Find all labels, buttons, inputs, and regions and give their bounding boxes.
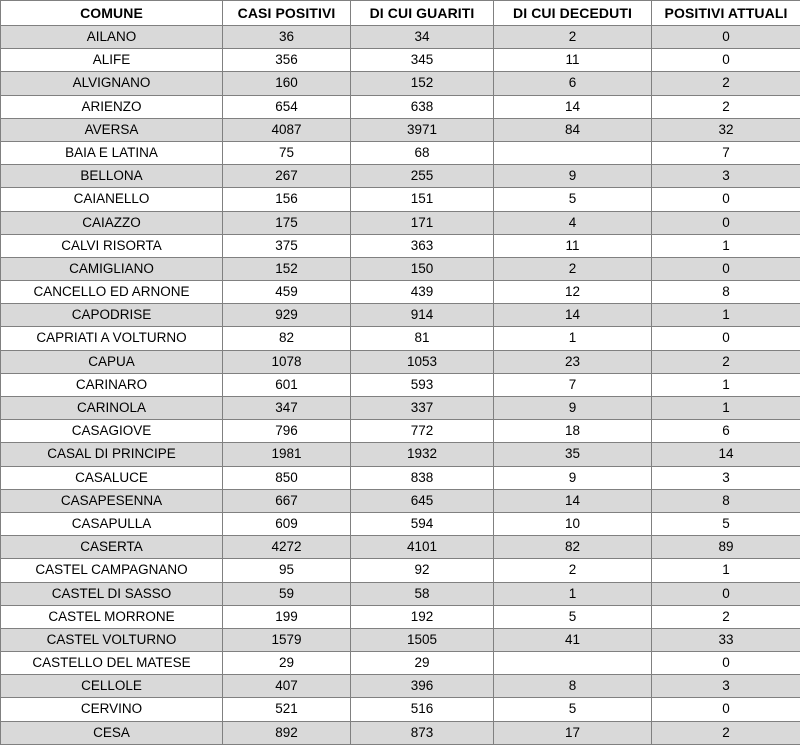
- cell-value: 1: [494, 582, 652, 605]
- table-row: [1, 536, 800, 559]
- cell-value: 14: [494, 489, 652, 512]
- table-row: [1, 95, 800, 118]
- cell-value: 14: [494, 304, 652, 327]
- cell-value: 3: [652, 675, 800, 698]
- table-row: [1, 188, 800, 211]
- cell-value: [494, 141, 652, 164]
- cell-value: 68: [351, 141, 494, 164]
- cell-value: 0: [652, 257, 800, 280]
- cell-comune: CESA: [1, 721, 223, 744]
- table-row: [1, 257, 800, 280]
- column-header-di-cui-guariti: DI CUI GUARITI: [351, 1, 494, 26]
- cell-value: 407: [223, 675, 351, 698]
- cell-value: 1505: [351, 628, 494, 651]
- table-row: [1, 49, 800, 72]
- cell-value: 892: [223, 721, 351, 744]
- cell-value: 439: [351, 281, 494, 304]
- cell-value: 459: [223, 281, 351, 304]
- cell-comune: CELLOLE: [1, 675, 223, 698]
- table-row: [1, 234, 800, 257]
- cell-value: 9: [494, 165, 652, 188]
- cell-value: 0: [652, 327, 800, 350]
- cell-value: 3: [652, 165, 800, 188]
- cell-comune: CASALUCE: [1, 466, 223, 489]
- cell-comune: CAIANELLO: [1, 188, 223, 211]
- cell-value: 34: [351, 26, 494, 49]
- table-row: [1, 141, 800, 164]
- table-row: [1, 281, 800, 304]
- cell-value: 4272: [223, 536, 351, 559]
- table-row: [1, 605, 800, 628]
- cell-value: 17: [494, 721, 652, 744]
- cell-value: 363: [351, 234, 494, 257]
- table-row: [1, 489, 800, 512]
- table-row: [1, 721, 800, 744]
- table-row: [1, 350, 800, 373]
- cell-value: 0: [652, 211, 800, 234]
- table-row: [1, 443, 800, 466]
- cell-value: 3: [652, 466, 800, 489]
- cell-value: 5: [494, 605, 652, 628]
- cell-value: 796: [223, 420, 351, 443]
- cell-value: 0: [652, 49, 800, 72]
- cell-value: 593: [351, 373, 494, 396]
- cell-comune: CASAL DI PRINCIPE: [1, 443, 223, 466]
- cell-value: 1: [652, 559, 800, 582]
- cell-value: 29: [223, 652, 351, 675]
- table-row: [1, 373, 800, 396]
- cell-value: 1: [652, 234, 800, 257]
- cell-comune: AVERSA: [1, 118, 223, 141]
- cell-value: 175: [223, 211, 351, 234]
- cell-value: 36: [223, 26, 351, 49]
- table-row: [1, 304, 800, 327]
- cell-value: 32: [652, 118, 800, 141]
- cell-value: 14: [494, 95, 652, 118]
- table-row: [1, 675, 800, 698]
- cell-value: 2: [652, 605, 800, 628]
- cell-value: 638: [351, 95, 494, 118]
- cell-value: 356: [223, 49, 351, 72]
- cell-value: 160: [223, 72, 351, 95]
- cell-value: 156: [223, 188, 351, 211]
- cell-value: 345: [351, 49, 494, 72]
- column-header-casi-positivi: CASI POSITIVI: [223, 1, 351, 26]
- cell-value: 95: [223, 559, 351, 582]
- table-row: [1, 327, 800, 350]
- cell-value: 23: [494, 350, 652, 373]
- table-row: [1, 118, 800, 141]
- cell-value: 645: [351, 489, 494, 512]
- cell-value: 1: [652, 373, 800, 396]
- cell-value: 601: [223, 373, 351, 396]
- table-header: [1, 1, 800, 26]
- cell-value: 150: [351, 257, 494, 280]
- cell-value: 1579: [223, 628, 351, 651]
- table-row: [1, 466, 800, 489]
- table-row: [1, 26, 800, 49]
- cell-value: 1981: [223, 443, 351, 466]
- cell-value: 82: [494, 536, 652, 559]
- cell-value: 2: [652, 721, 800, 744]
- table-body: [1, 26, 800, 745]
- cell-value: 0: [652, 582, 800, 605]
- cell-value: 267: [223, 165, 351, 188]
- cell-comune: CASAGIOVE: [1, 420, 223, 443]
- cell-value: 2: [494, 559, 652, 582]
- cell-value: 2: [494, 26, 652, 49]
- cell-comune: CASTEL VOLTURNO: [1, 628, 223, 651]
- cell-value: 59: [223, 582, 351, 605]
- table-row: [1, 397, 800, 420]
- cell-value: 8: [494, 675, 652, 698]
- cell-value: 654: [223, 95, 351, 118]
- cell-comune: ALVIGNANO: [1, 72, 223, 95]
- table-row: [1, 628, 800, 651]
- cell-value: 0: [652, 698, 800, 721]
- cell-comune: CASAPESENNA: [1, 489, 223, 512]
- table-header-row: [1, 1, 800, 26]
- cell-comune: ALIFE: [1, 49, 223, 72]
- cell-value: 347: [223, 397, 351, 420]
- cell-value: 1: [494, 327, 652, 350]
- cell-value: 192: [351, 605, 494, 628]
- cell-value: 199: [223, 605, 351, 628]
- cell-value: 873: [351, 721, 494, 744]
- cell-value: 18: [494, 420, 652, 443]
- table-row: [1, 582, 800, 605]
- cell-value: 10: [494, 512, 652, 535]
- column-header-di-cui-deceduti: DI CUI DECEDUTI: [494, 1, 652, 26]
- cell-value: 82: [223, 327, 351, 350]
- cell-value: 2: [652, 95, 800, 118]
- cell-comune: CALVI RISORTA: [1, 234, 223, 257]
- table-row: [1, 165, 800, 188]
- cell-value: 81: [351, 327, 494, 350]
- column-header-comune: COMUNE: [1, 1, 223, 26]
- cell-value: 92: [351, 559, 494, 582]
- cell-value: 6: [652, 420, 800, 443]
- cell-value: 2: [652, 350, 800, 373]
- cell-value: 1078: [223, 350, 351, 373]
- cell-value: 375: [223, 234, 351, 257]
- cell-comune: CAPUA: [1, 350, 223, 373]
- cell-value: 12: [494, 281, 652, 304]
- cell-value: 914: [351, 304, 494, 327]
- table-row: [1, 211, 800, 234]
- cell-comune: ARIENZO: [1, 95, 223, 118]
- cell-value: 4: [494, 211, 652, 234]
- cell-value: 4087: [223, 118, 351, 141]
- cell-value: 7: [494, 373, 652, 396]
- cell-comune: CERVINO: [1, 698, 223, 721]
- cell-value: 1053: [351, 350, 494, 373]
- table-row: [1, 72, 800, 95]
- cell-value: 1932: [351, 443, 494, 466]
- cell-value: 396: [351, 675, 494, 698]
- cell-value: 152: [351, 72, 494, 95]
- cell-comune: CAPRIATI A VOLTURNO: [1, 327, 223, 350]
- cell-value: 84: [494, 118, 652, 141]
- cell-comune: BELLONA: [1, 165, 223, 188]
- cell-value: 667: [223, 489, 351, 512]
- cell-value: 152: [223, 257, 351, 280]
- cell-value: 14: [652, 443, 800, 466]
- cell-value: 2: [494, 257, 652, 280]
- cell-comune: CAMIGLIANO: [1, 257, 223, 280]
- table-row: [1, 698, 800, 721]
- cell-value: 516: [351, 698, 494, 721]
- cell-value: 255: [351, 165, 494, 188]
- cell-value: 171: [351, 211, 494, 234]
- cell-comune: CARINOLA: [1, 397, 223, 420]
- cell-value: 8: [652, 281, 800, 304]
- cell-comune: AILANO: [1, 26, 223, 49]
- cell-value: 772: [351, 420, 494, 443]
- cell-value: 929: [223, 304, 351, 327]
- cell-comune: CASTEL CAMPAGNANO: [1, 559, 223, 582]
- cell-comune: CASTEL DI SASSO: [1, 582, 223, 605]
- cell-value: 850: [223, 466, 351, 489]
- cell-comune: CASERTA: [1, 536, 223, 559]
- table-row: [1, 559, 800, 582]
- cell-value: 5: [652, 512, 800, 535]
- cell-value: 594: [351, 512, 494, 535]
- cell-value: 521: [223, 698, 351, 721]
- cell-value: 337: [351, 397, 494, 420]
- column-header-positivi-attuali: POSITIVI ATTUALI: [652, 1, 800, 26]
- cell-comune: CAIAZZO: [1, 211, 223, 234]
- cell-value: 41: [494, 628, 652, 651]
- cell-value: 2: [652, 72, 800, 95]
- cell-value: 7: [652, 141, 800, 164]
- cell-value: 6: [494, 72, 652, 95]
- cell-value: 11: [494, 49, 652, 72]
- cell-value: 89: [652, 536, 800, 559]
- cell-value: 838: [351, 466, 494, 489]
- cell-value: 0: [652, 26, 800, 49]
- cell-value: 151: [351, 188, 494, 211]
- cell-comune: BAIA E LATINA: [1, 141, 223, 164]
- cell-value: 4101: [351, 536, 494, 559]
- cell-value: 0: [652, 188, 800, 211]
- cell-value: 11: [494, 234, 652, 257]
- cell-value: 609: [223, 512, 351, 535]
- cell-comune: CASAPULLA: [1, 512, 223, 535]
- cell-value: 75: [223, 141, 351, 164]
- cell-value: 3971: [351, 118, 494, 141]
- cell-comune: CASTELLO DEL MATESE: [1, 652, 223, 675]
- table-row: [1, 652, 800, 675]
- cell-value: 33: [652, 628, 800, 651]
- cell-value: 29: [351, 652, 494, 675]
- cell-value: 9: [494, 466, 652, 489]
- cell-value: 58: [351, 582, 494, 605]
- cell-value: 0: [652, 652, 800, 675]
- cell-value: 1: [652, 304, 800, 327]
- cell-value: 8: [652, 489, 800, 512]
- table-row: [1, 512, 800, 535]
- cell-comune: CASTEL MORRONE: [1, 605, 223, 628]
- table-row: [1, 420, 800, 443]
- cell-comune: CANCELLO ED ARNONE: [1, 281, 223, 304]
- cell-comune: CARINARO: [1, 373, 223, 396]
- cell-value: 5: [494, 188, 652, 211]
- cell-value: [494, 652, 652, 675]
- cell-value: 1: [652, 397, 800, 420]
- cell-value: 35: [494, 443, 652, 466]
- cell-value: 5: [494, 698, 652, 721]
- cell-comune: CAPODRISE: [1, 304, 223, 327]
- cell-value: 9: [494, 397, 652, 420]
